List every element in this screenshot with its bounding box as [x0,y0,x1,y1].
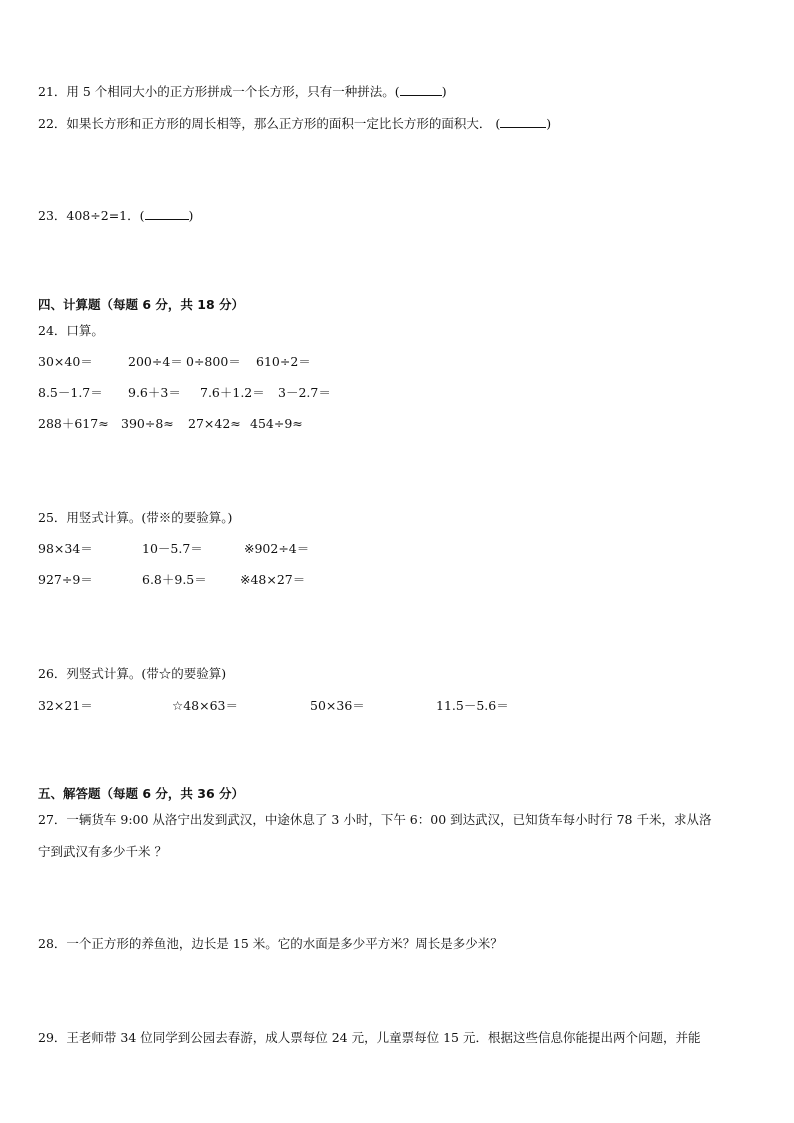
mental-calc-item: 0÷800＝ [186,354,241,369]
mental-calc-item: 610÷2＝ [256,354,311,369]
question-22 [38,116,551,132]
vertical-calc-item: 32×21＝ [38,698,93,713]
question-21-text: 21．用 5 个相同大小的正方形拼成一个长方形，只有一种拼法。( [38,84,400,99]
mental-calc-item: 200÷4＝ [128,354,183,369]
vertical-calc-item: 927÷9＝ [38,572,93,587]
question-28: 28．一个正方形的养鱼池，边长是 15 米。它的水面是多少平方米？周长是多少米？ [38,936,503,951]
answer-blank[interactable] [145,208,189,220]
question-27-line1: 27．一辆货车 9:00 从洛宁出发到武汉，中途休息了 3 小时，下午 6：00 到达武汉，已知货车每小时行 78 千米，求从洛 [38,812,712,827]
mental-calc-item: 9.6＋3＝ [128,385,181,400]
vertical-calc-item: ※902÷4＝ [244,541,310,556]
answer-blank[interactable] [500,116,546,128]
mental-calc-item: 3－2.7＝ [278,385,331,400]
section-heading-calculation: 四、计算题（每题 6 分，共 18 分） [38,297,245,312]
vertical-calc-item: ※48×27＝ [240,572,306,587]
question-23-close: ) [188,208,194,223]
question-22-text: 22．如果长方形和正方形的周长相等，那么正方形的面积一定比长方形的面积大． ( [38,116,501,131]
question-23-text: 23．408÷2=1．( [38,208,145,223]
answer-blank[interactable] [400,84,442,96]
mental-calc-item: 8.5－1.7＝ [38,385,103,400]
mental-calc-item: 288＋617≈ [38,416,109,431]
vertical-calc-item: 98×34＝ [38,541,93,556]
vertical-calc-item: 11.5－5.6＝ [436,698,509,713]
mental-calc-item: 30×40＝ [38,354,93,369]
mental-calc-item: 27×42≈ [188,416,241,431]
vertical-calc-item: 50×36＝ [310,698,365,713]
question-26-title: 26．列竖式计算。(带☆的要验算) [38,666,227,681]
vertical-calc-item: 10－5.7＝ [142,541,203,556]
question-29: 29．王老师带 34 位同学到公园去春游，成人票每位 24 元，儿童票每位 15 元．根据这些信息你能提出两个问题，并能 [38,1030,701,1045]
question-24-title: 24．口算。 [38,323,104,338]
mental-calc-item: 7.6＋1.2＝ [200,385,265,400]
vertical-calc-item: ☆48×63＝ [172,698,238,713]
vertical-calc-item: 6.8＋9.5＝ [142,572,207,587]
question-25-title: 25．用竖式计算。(带※的要验算。) [38,510,233,525]
question-21 [38,84,447,100]
question-22-close: ) [546,116,552,131]
question-27-line2: 宁到武汉有多少千米 ？ [38,844,167,859]
question-23 [38,208,193,224]
section-heading-word-problems: 五、解答题（每题 6 分，共 36 分） [38,786,245,801]
mental-calc-item: 454÷9≈ [250,416,303,431]
mental-calc-item: 390÷8≈ [121,416,174,431]
question-21-close: ) [441,84,447,99]
